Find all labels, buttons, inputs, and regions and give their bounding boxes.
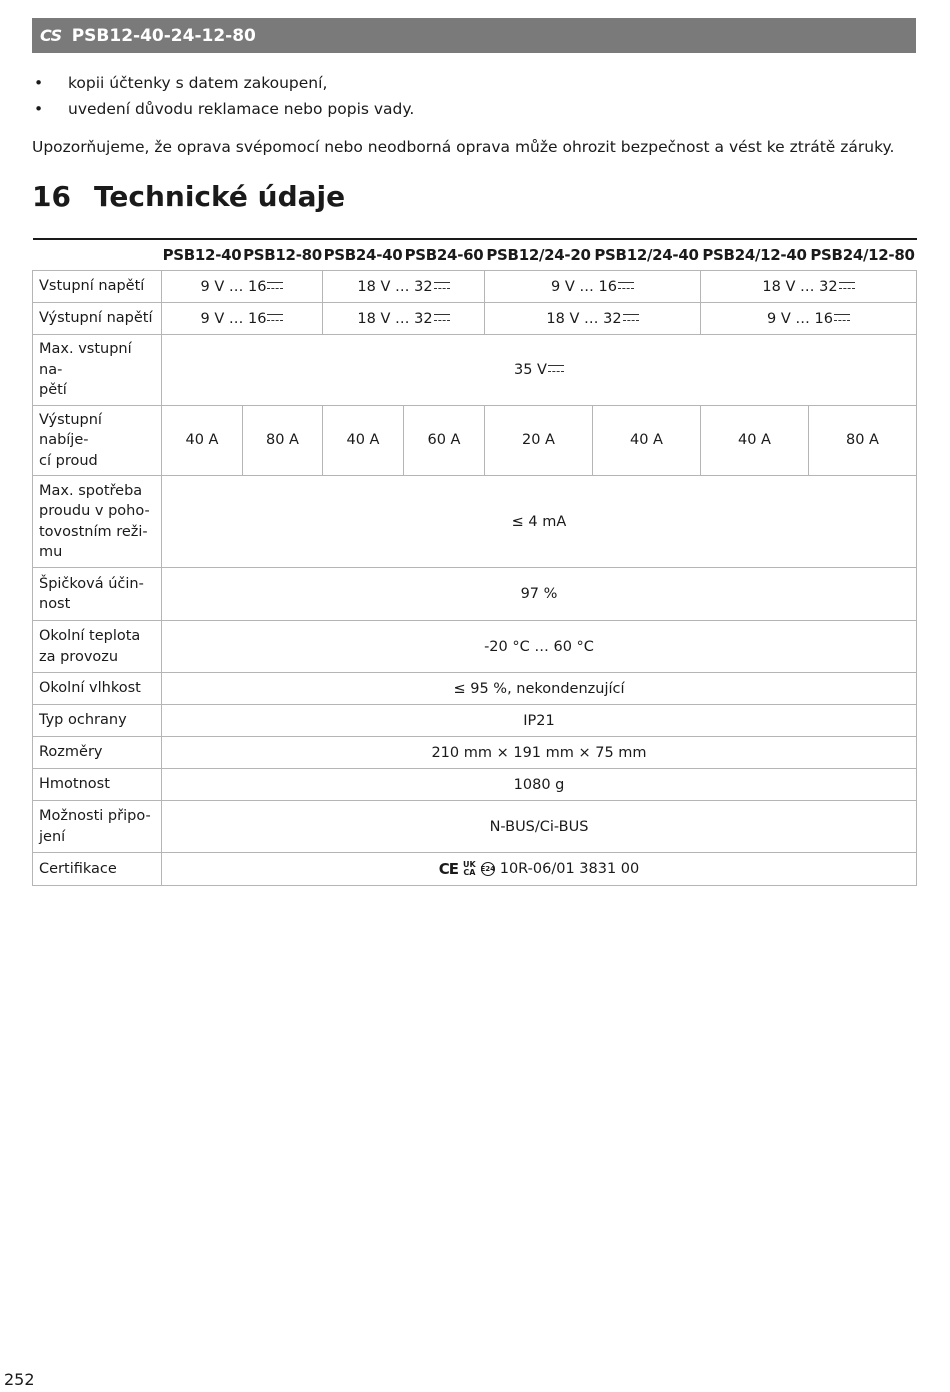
table-cell: IP21 xyxy=(162,705,917,737)
dc-symbol-icon xyxy=(267,314,283,321)
row-label: Vstupní napětí xyxy=(33,271,162,303)
table-row xyxy=(33,737,917,769)
table-header-row xyxy=(33,239,917,271)
table-cell xyxy=(323,303,485,335)
warning-paragraph: Upozorňujeme, že oprava svépomocí nebo neodborná oprava může ohrozit bezpečnost a vést ke ztrátě záruky. xyxy=(32,138,895,156)
table-cell xyxy=(162,335,917,406)
ukca-mark-icon xyxy=(463,861,476,877)
dc-symbol-icon xyxy=(434,314,450,321)
table-cell xyxy=(701,271,917,303)
cell-text: 9 V … 16 xyxy=(767,310,833,327)
header-empty-cell xyxy=(33,239,162,271)
cell-text: 9 V … 16 xyxy=(200,278,267,295)
table-cell xyxy=(485,271,701,303)
table-cell xyxy=(701,303,917,335)
certification-number: 10R-06/01 3831 00 xyxy=(499,861,640,877)
table-cell: 20 A xyxy=(485,405,593,476)
table-row xyxy=(33,476,917,568)
row-label: Max. vstupní na- pětí xyxy=(33,335,162,406)
column-header: PSB12-40 xyxy=(162,239,243,271)
list-item-text: uvedení důvodu reklamace nebo popis vady. xyxy=(68,100,415,118)
row-label: Max. spotřeba proudu v poho- tovostním reži- mu xyxy=(33,476,162,568)
table-cell: ≤ 4 mA xyxy=(162,476,917,568)
dc-symbol-icon xyxy=(834,314,850,321)
bullet-list xyxy=(32,70,414,122)
list-item-text: kopii účtenky s datem zakoupení, xyxy=(68,74,328,92)
table-cell xyxy=(162,271,323,303)
cell-text: 35 V xyxy=(514,361,547,378)
bullet-mark: • xyxy=(34,100,44,118)
list-item xyxy=(32,70,414,96)
row-label: Rozměry xyxy=(33,737,162,769)
spec-table xyxy=(32,238,917,886)
row-label: Špičková účin- nost xyxy=(33,568,162,621)
section-title: Technické údaje xyxy=(94,180,346,213)
table-cell xyxy=(162,303,323,335)
column-header: PSB24-40 xyxy=(323,239,404,271)
dc-symbol-icon xyxy=(839,282,855,289)
table-cell: 97 % xyxy=(162,568,917,621)
table-row xyxy=(33,853,917,886)
table-cell: ≤ 95 %, nekondenzující xyxy=(162,673,917,705)
dc-symbol-icon xyxy=(623,314,639,321)
table-cell xyxy=(323,271,485,303)
table-row xyxy=(33,769,917,801)
page-number: 252 xyxy=(4,1370,35,1389)
table-row xyxy=(33,673,917,705)
dc-symbol-icon xyxy=(434,282,450,289)
table-cell: 80 A xyxy=(809,405,917,476)
table-row xyxy=(33,303,917,335)
table-cell xyxy=(485,303,701,335)
table-row xyxy=(33,705,917,737)
dc-symbol-icon xyxy=(618,282,634,289)
ukca-top: UK xyxy=(463,860,476,869)
column-header: PSB24-60 xyxy=(404,239,485,271)
table-row xyxy=(33,801,917,853)
row-label: Hmotnost xyxy=(33,769,162,801)
column-header: PSB12/24-40 xyxy=(593,239,701,271)
column-header: PSB12-80 xyxy=(243,239,323,271)
table-cell: N-BUS/Ci-BUS xyxy=(162,801,917,853)
row-label: Certifikace xyxy=(33,853,162,886)
cell-text: 18 V … 32 xyxy=(762,278,838,295)
section-number: 16 xyxy=(32,180,71,213)
table-cell: 60 A xyxy=(404,405,485,476)
row-label: Typ ochrany xyxy=(33,705,162,737)
bullet-mark: • xyxy=(34,74,44,92)
column-header: PSB12/24-20 xyxy=(485,239,593,271)
table-cell xyxy=(162,853,917,886)
cell-text: 9 V … 16 xyxy=(200,310,267,327)
table-cell: 40 A xyxy=(593,405,701,476)
certification-marks xyxy=(439,860,640,878)
row-label: Okolní vlhkost xyxy=(33,673,162,705)
cell-text: 18 V … 32 xyxy=(546,310,622,327)
row-label: Výstupní napětí xyxy=(33,303,162,335)
ukca-bottom: CA xyxy=(463,868,476,877)
column-header: PSB24/12-80 xyxy=(809,239,917,271)
dc-symbol-icon xyxy=(267,282,283,289)
model-title: PSB12-40-24-12-80 xyxy=(71,25,256,46)
ce-mark-icon: CE xyxy=(438,860,459,878)
table-cell: 80 A xyxy=(243,405,323,476)
row-label: Okolní teplota za provozu xyxy=(33,621,162,673)
table-row xyxy=(33,271,917,303)
table-cell: 40 A xyxy=(701,405,809,476)
cell-text: 18 V … 32 xyxy=(357,278,433,295)
table-cell: -20 °C … 60 °C xyxy=(162,621,917,673)
language-code: CS xyxy=(40,26,62,45)
table-row xyxy=(33,568,917,621)
table-cell: 1080 g xyxy=(162,769,917,801)
table-cell: 40 A xyxy=(162,405,243,476)
row-label: Možnosti připo- jení xyxy=(33,801,162,853)
cell-text: 9 V … 16 xyxy=(551,278,617,295)
dc-symbol-icon xyxy=(548,365,564,372)
table-cell: 210 mm × 191 mm × 75 mm xyxy=(162,737,917,769)
e-mark-icon: E24 xyxy=(481,862,495,876)
header-bar xyxy=(32,18,916,53)
list-item xyxy=(32,96,414,122)
table-row xyxy=(33,335,917,406)
table-cell: 40 A xyxy=(323,405,404,476)
cell-text: 18 V … 32 xyxy=(357,310,433,327)
row-label: Výstupní nabíje- cí proud xyxy=(33,405,162,476)
table-row xyxy=(33,405,917,476)
column-header: PSB24/12-40 xyxy=(701,239,809,271)
section-heading xyxy=(32,180,345,213)
table-row xyxy=(33,621,917,673)
